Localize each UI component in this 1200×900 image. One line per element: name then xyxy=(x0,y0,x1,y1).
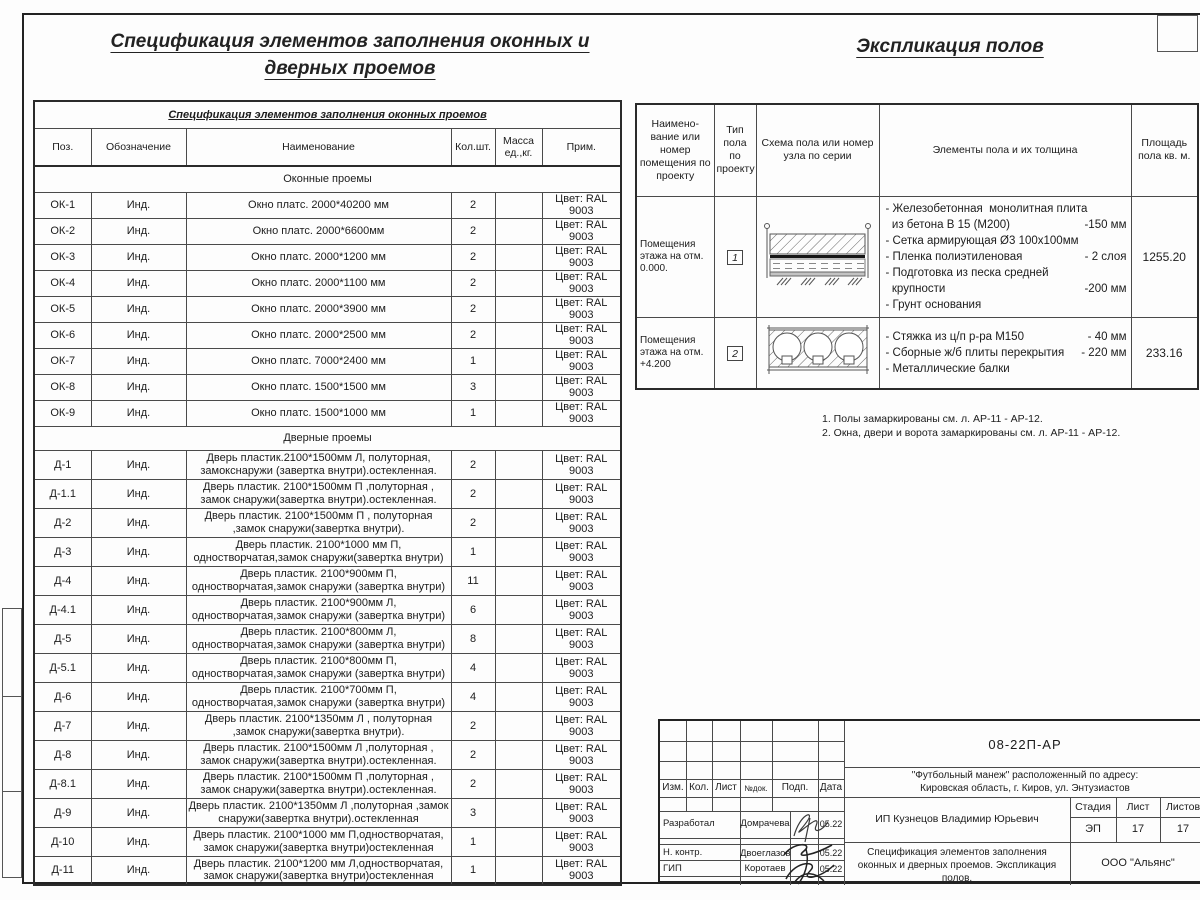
door-table-row xyxy=(34,653,621,682)
qty-cell: 4 xyxy=(451,682,495,711)
mass-cell xyxy=(495,740,542,769)
pos-cell: Д-5.1 xyxy=(34,653,91,682)
designation-cell: Инд. xyxy=(91,537,186,566)
floor-element-thickness: -200 мм xyxy=(1084,282,1127,295)
name-cell: Окно платс. 7000*2400 мм xyxy=(186,348,451,374)
floor-element-thickness xyxy=(1123,265,1127,281)
col-header-room: Наимено-вание или номер помещения по проекту xyxy=(636,104,714,196)
name-cell: Окно платс. 2000*1100 мм xyxy=(186,270,451,296)
signer-role: Н. контр. xyxy=(663,847,703,858)
note-cell: Цвет: RAL 9003 xyxy=(542,624,621,653)
pos-cell: Д-4 xyxy=(34,566,91,595)
note-cell: Цвет: RAL 9003 xyxy=(542,682,621,711)
signer-role: Разработал xyxy=(663,818,715,829)
door-table-row xyxy=(34,769,621,798)
name-cell: Окно платс. 1500*1500 мм xyxy=(186,374,451,400)
qty-cell: 2 xyxy=(451,450,495,479)
frame-top-line xyxy=(22,13,1200,15)
section-row-windows xyxy=(34,166,621,192)
mass-cell xyxy=(495,296,542,322)
mass-cell xyxy=(495,450,542,479)
designation-cell: Инд. xyxy=(91,769,186,798)
name-cell: Окно платс. 2000*6600мм xyxy=(186,218,451,244)
floor-row-2 xyxy=(636,317,1198,389)
note-line: 1. Полы замаркированы см. л. АР-11 - АР-12. xyxy=(822,413,1043,425)
designation-cell: Инд. xyxy=(91,682,186,711)
stamp-line xyxy=(844,842,1200,843)
stamp-line xyxy=(1070,817,1200,818)
signer-date: 05.22 xyxy=(819,848,843,858)
page-title-left-line2: дверных проемов xyxy=(264,58,436,79)
margin-cell-divider xyxy=(3,791,21,792)
floor-element-text: - Стяжка из ц/п р-ра М150 xyxy=(885,330,1024,343)
stamp-col-data: Дата xyxy=(819,782,843,793)
pos-cell: Д-2 xyxy=(34,508,91,537)
qty-cell: 1 xyxy=(451,537,495,566)
designation-cell: Инд. xyxy=(91,218,186,244)
designation-cell: Инд. xyxy=(91,595,186,624)
floor-element-thickness: -150 мм xyxy=(1084,218,1127,231)
stamp-line xyxy=(660,797,844,798)
pos-cell: ОК-2 xyxy=(34,218,91,244)
floor-element-text: крупности xyxy=(885,282,946,295)
name-cell: Дверь пластик. 2100*800мм П, одностворчатая,замок снаружи (завертка внутри) xyxy=(186,653,451,682)
window-table-row xyxy=(34,192,621,218)
note-cell: Цвет: RAL 9003 xyxy=(542,537,621,566)
spec-table-header-row xyxy=(34,128,621,166)
floor-element-text: - Железобетонная монолитная плита xyxy=(885,202,1088,215)
page-title-right: Экспликация полов xyxy=(856,36,1044,57)
floor-area-cell: 233.16 xyxy=(1131,317,1198,389)
floor-schema-1-diagram xyxy=(760,221,875,287)
floor-element-thickness xyxy=(1123,233,1127,249)
stamp-line xyxy=(660,779,844,780)
mass-cell xyxy=(495,192,542,218)
mass-cell xyxy=(495,508,542,537)
mass-cell xyxy=(495,711,542,740)
note-cell: Цвет: RAL 9003 xyxy=(542,322,621,348)
mass-cell xyxy=(495,218,542,244)
windows-doors-spec-table xyxy=(33,100,622,886)
qty-cell: 3 xyxy=(451,374,495,400)
floor-element-line xyxy=(886,249,1127,265)
pos-cell: ОК-4 xyxy=(34,270,91,296)
spec-table-title-row xyxy=(34,101,621,128)
col-header-floor-type: Тип пола по проекту xyxy=(714,104,756,196)
pos-cell: Д-11 xyxy=(34,856,91,885)
door-table-row xyxy=(34,624,621,653)
pos-cell: Д-9 xyxy=(34,798,91,827)
section-label-windows: Оконные проемы xyxy=(34,166,621,192)
signer-name: Двоеглазов xyxy=(740,848,791,859)
note-cell: Цвет: RAL 9003 xyxy=(542,450,621,479)
name-cell: Окно платс. 2000*1200 мм xyxy=(186,244,451,270)
floor-element-text: - Сетка армирующая Ø3 100х100мм xyxy=(885,234,1079,247)
col-header-floor-schema: Схема пола или номер узла по серии xyxy=(756,104,879,196)
mass-cell xyxy=(495,769,542,798)
window-table-row xyxy=(34,218,621,244)
mass-cell xyxy=(495,566,542,595)
mass-cell xyxy=(495,798,542,827)
floor-element-line xyxy=(886,217,1127,233)
organization-name: ООО "Альянс" xyxy=(1101,857,1175,869)
mass-cell xyxy=(495,653,542,682)
pos-cell: ОК-5 xyxy=(34,296,91,322)
margin-cell-divider xyxy=(3,696,21,697)
name-cell: Окно платс. 2000*40200 мм xyxy=(186,192,451,218)
mass-cell xyxy=(495,374,542,400)
designation-cell: Инд. xyxy=(91,711,186,740)
qty-cell: 2 xyxy=(451,479,495,508)
mass-cell xyxy=(495,856,542,885)
floor-element-text: - Сборные ж/б плиты перекрытия xyxy=(885,346,1065,359)
mass-cell xyxy=(495,624,542,653)
note-cell: Цвет: RAL 9003 xyxy=(542,798,621,827)
qty-cell: 2 xyxy=(451,322,495,348)
designation-cell: Инд. xyxy=(91,322,186,348)
floor-element-text: - Грунт основания xyxy=(885,298,982,311)
pos-cell: Д-1 xyxy=(34,450,91,479)
floor-element-line xyxy=(886,361,1127,377)
name-cell: Дверь пластик. 2100*1500мм Л ,полуторная , замок снаружи(завертка внутри).остекленная. xyxy=(186,740,451,769)
col-header-qty: Кол.шт. xyxy=(451,128,495,166)
qty-cell: 11 xyxy=(451,566,495,595)
mass-cell xyxy=(495,270,542,296)
floor-schema-cell xyxy=(756,317,879,389)
spec-table-title: Спецификация элементов заполнения оконных проемов xyxy=(34,101,621,128)
note-cell: Цвет: RAL 9003 xyxy=(542,769,621,798)
note-cell: Цвет: RAL 9003 xyxy=(542,856,621,885)
window-table-row xyxy=(34,374,621,400)
window-table-row xyxy=(34,400,621,426)
window-table-row xyxy=(34,270,621,296)
sheet-title: Спецификация элементов заполнения оконных и дверных проемов. Экспликация полов. xyxy=(857,847,1057,884)
notes-block xyxy=(822,412,1200,440)
qty-cell: 2 xyxy=(451,769,495,798)
note-cell: Цвет: RAL 9003 xyxy=(542,400,621,426)
note-cell: Цвет: RAL 9003 xyxy=(542,296,621,322)
floor-element-line xyxy=(886,265,1127,281)
pos-cell: ОК-3 xyxy=(34,244,91,270)
stamp-line xyxy=(660,741,844,742)
note-cell: Цвет: RAL 9003 xyxy=(542,566,621,595)
designation-cell: Инд. xyxy=(91,374,186,400)
door-table-row xyxy=(34,856,621,885)
door-table-row xyxy=(34,682,621,711)
designation-cell: Инд. xyxy=(91,244,186,270)
page-title-left-line1: Спецификация элементов заполнения оконных и xyxy=(110,31,590,52)
note-cell: Цвет: RAL 9003 xyxy=(542,218,621,244)
signer-date: 05.22 xyxy=(819,864,843,874)
note-cell: Цвет: RAL 9003 xyxy=(542,348,621,374)
pos-cell: Д-6 xyxy=(34,682,91,711)
designation-cell: Инд. xyxy=(91,798,186,827)
name-cell: Дверь пластик. 2100*1200 мм Л,одностворчатая, замок снаружи(завертка внутри)остекленная xyxy=(186,856,451,885)
floor-type-box: 1 xyxy=(727,250,743,265)
note-cell: Цвет: RAL 9003 xyxy=(542,479,621,508)
floor-type-box: 2 xyxy=(727,346,743,361)
sheet-header: Лист xyxy=(1126,801,1150,813)
signer-date: 05.22 xyxy=(819,819,843,829)
floor-element-thickness: - 40 мм xyxy=(1087,330,1127,343)
stamp-col-podp: Подп. xyxy=(781,782,809,793)
door-table-row xyxy=(34,566,621,595)
floor-row-1 xyxy=(636,196,1198,317)
page-title-left xyxy=(90,28,610,82)
corner-stamp-box xyxy=(1157,15,1198,52)
qty-cell: 1 xyxy=(451,400,495,426)
floor-area-cell: 1255.20 xyxy=(1131,196,1198,317)
door-table-row xyxy=(34,479,621,508)
pos-cell: ОК-8 xyxy=(34,374,91,400)
floor-element-thickness: - 220 мм xyxy=(1081,346,1127,359)
designation-cell: Инд. xyxy=(91,270,186,296)
note-cell: Цвет: RAL 9003 xyxy=(542,711,621,740)
qty-cell: 1 xyxy=(451,856,495,885)
note-line: 2. Окна, двери и ворота замаркированы см. л. АР-11 - АР-12. xyxy=(822,427,1121,439)
designation-cell: Инд. xyxy=(91,740,186,769)
note-cell: Цвет: RAL 9003 xyxy=(542,374,621,400)
designation-cell: Инд. xyxy=(91,508,186,537)
col-header-floor-area: Площадь пола кв. м. xyxy=(1131,104,1198,196)
mass-cell xyxy=(495,400,542,426)
project-object xyxy=(844,770,1200,795)
designation-cell: Инд. xyxy=(91,566,186,595)
name-cell: Дверь пластик. 2100*1500мм П ,полуторная , замок снаружи(завертка внутри).остекленная. xyxy=(186,769,451,798)
designation-cell: Инд. xyxy=(91,479,186,508)
mass-cell xyxy=(495,595,542,624)
designation-cell: Инд. xyxy=(91,296,186,322)
signer-name: Домрачева xyxy=(740,818,790,829)
qty-cell: 6 xyxy=(451,595,495,624)
mass-cell xyxy=(495,827,542,856)
name-cell: Дверь пластик. 2100*1000 мм П,одностворчатая, замок снаружи(завертка внутри)остекленная xyxy=(186,827,451,856)
door-table-row xyxy=(34,508,621,537)
pos-cell: Д-8 xyxy=(34,740,91,769)
name-cell: Дверь пластик. 2100*1500мм П ,полуторная , замок снаружи(завертка внутри).остекленная. xyxy=(186,479,451,508)
frame-margin-cells xyxy=(2,608,22,878)
floor-element-thickness xyxy=(1123,361,1127,377)
designation-cell: Инд. xyxy=(91,624,186,653)
designation-cell: Инд. xyxy=(91,653,186,682)
name-cell: Дверь пластик.2100*1500мм Л, полуторная, замокснаружи (завертка внутри).остекленная. xyxy=(186,450,451,479)
door-table-row xyxy=(34,537,621,566)
mass-cell xyxy=(495,682,542,711)
col-header-designation: Обозначение xyxy=(91,128,186,166)
pos-cell: ОК-1 xyxy=(34,192,91,218)
pos-cell: Д-7 xyxy=(34,711,91,740)
qty-cell: 2 xyxy=(451,740,495,769)
pos-cell: Д-8.1 xyxy=(34,769,91,798)
note-cell: Цвет: RAL 9003 xyxy=(542,192,621,218)
signer-role: ГИП xyxy=(663,863,682,874)
mass-cell xyxy=(495,479,542,508)
signer-name: Коротаев xyxy=(744,863,786,874)
floor-element-line xyxy=(886,233,1127,249)
qty-cell: 1 xyxy=(451,827,495,856)
floor-element-text: - Пленка полиэтиленовая xyxy=(885,250,1023,263)
note-cell: Цвет: RAL 9003 xyxy=(542,508,621,537)
col-header-name: Наименование xyxy=(186,128,451,166)
window-table-row xyxy=(34,244,621,270)
designation-cell: Инд. xyxy=(91,827,186,856)
note-cell: Цвет: RAL 9003 xyxy=(542,653,621,682)
stamp-col-kol: Кол. xyxy=(689,782,709,793)
mass-cell xyxy=(495,322,542,348)
door-table-row xyxy=(34,827,621,856)
window-table-row xyxy=(34,296,621,322)
stamp-line xyxy=(844,797,1200,798)
door-table-row xyxy=(34,798,621,827)
room-cell: Помещения этажа на отм. 0.000. xyxy=(636,196,714,317)
designation-cell: Инд. xyxy=(91,348,186,374)
document-code: 08-22П-АР xyxy=(988,737,1062,752)
title-block xyxy=(658,719,1200,883)
designation-cell: Инд. xyxy=(91,856,186,885)
qty-cell: 1 xyxy=(451,348,495,374)
mass-cell xyxy=(495,537,542,566)
floor-element-thickness: - 2 слоя xyxy=(1084,250,1127,263)
note-cell: Цвет: RAL 9003 xyxy=(542,827,621,856)
qty-cell: 3 xyxy=(451,798,495,827)
mass-cell xyxy=(495,348,542,374)
col-header-floor-elements: Элементы пола и их толщина xyxy=(879,104,1131,196)
name-cell: Окно платс. 1500*1000 мм xyxy=(186,400,451,426)
stamp-col-izm: Изм. xyxy=(662,782,684,793)
name-cell: Дверь пластик. 2100*1500мм П , полуторная ,замок снаружи(завертка внутри). xyxy=(186,508,451,537)
pos-cell: Д-3 xyxy=(34,537,91,566)
door-table-row xyxy=(34,450,621,479)
note-cell: Цвет: RAL 9003 xyxy=(542,244,621,270)
name-cell: Дверь пластик. 2100*1000 мм П, одностворчатая,замок снаружи(завертка внутри) xyxy=(186,537,451,566)
sheets-total: 17 xyxy=(1176,823,1190,835)
qty-cell: 2 xyxy=(451,508,495,537)
stamp-line xyxy=(660,761,844,762)
qty-cell: 2 xyxy=(451,296,495,322)
floors-explication-table xyxy=(635,103,1199,390)
floor-elements-cell xyxy=(879,317,1131,389)
designation-cell: Инд. xyxy=(91,400,186,426)
designation-cell: Инд. xyxy=(91,450,186,479)
sheet-number: 17 xyxy=(1131,823,1145,835)
stamp-col-ndok: №док. xyxy=(744,784,768,793)
sheets-total-header: Листов xyxy=(1165,801,1200,813)
floor-type-cell xyxy=(714,317,756,389)
floor-schema-cell xyxy=(756,196,879,317)
project-object-line2: Кировская область, г. Киров, ул. Энтузиастов xyxy=(920,782,1130,794)
door-table-row xyxy=(34,711,621,740)
door-table-row xyxy=(34,740,621,769)
qty-cell: 8 xyxy=(451,624,495,653)
signature-control-gip-icon xyxy=(780,839,838,885)
qty-cell: 4 xyxy=(451,653,495,682)
qty-cell: 2 xyxy=(451,244,495,270)
name-cell: Дверь пластик. 2100*700мм П, одностворчатая,замок снаружи (завертка внутри) xyxy=(186,682,451,711)
floor-element-text: - Подготовка из песка средней xyxy=(885,266,1049,279)
window-table-row xyxy=(34,348,621,374)
qty-cell: 2 xyxy=(451,270,495,296)
section-row-doors xyxy=(34,426,621,450)
name-cell: Дверь пластик. 2100*900мм Л, одностворчатая,замок снаружи (завертка внутри) xyxy=(186,595,451,624)
pos-cell: ОК-6 xyxy=(34,322,91,348)
qty-cell: 2 xyxy=(451,218,495,244)
name-cell: Дверь пластик. 2100*800мм Л, одностворчатая,замок снаружи (завертка внутри) xyxy=(186,624,451,653)
floor-element-line xyxy=(886,345,1127,361)
door-table-row xyxy=(34,595,621,624)
floor-schema-2-diagram xyxy=(762,323,874,377)
name-cell: Дверь пластик. 2100*1350мм Л ,полуторная ,замок снаружи(завертка внутри).остекленная xyxy=(186,798,451,827)
room-cell: Помещения этажа на отм. +4.200 xyxy=(636,317,714,389)
qty-cell: 2 xyxy=(451,192,495,218)
project-object-line1: "Футбольный манеж" расположенный по адресу: xyxy=(911,770,1139,781)
name-cell: Дверь пластик. 2100*1350мм Л , полуторная ,замок снаружи(завертка внутри). xyxy=(186,711,451,740)
floor-element-text: из бетона В 15 (М200) xyxy=(885,218,1011,231)
floor-element-thickness xyxy=(1123,297,1127,313)
stamp-col-list: Лист xyxy=(715,782,737,793)
col-header-pos: Поз. xyxy=(34,128,91,166)
floor-element-line xyxy=(886,329,1127,345)
floor-elements-cell xyxy=(879,196,1131,317)
note-cell: Цвет: RAL 9003 xyxy=(542,595,621,624)
customer-name: ИП Кузнецов Владимир Юрьевич xyxy=(875,813,1039,825)
col-header-note: Прим. xyxy=(542,128,621,166)
floor-element-line xyxy=(886,281,1127,297)
floor-element-text: - Металлические балки xyxy=(885,362,1010,375)
note-cell: Цвет: RAL 9003 xyxy=(542,270,621,296)
col-header-mass: Масса ед.,кг. xyxy=(495,128,542,166)
designation-cell: Инд. xyxy=(91,192,186,218)
stage-header: Стадия xyxy=(1075,801,1111,813)
pos-cell: Д-10 xyxy=(34,827,91,856)
name-cell: Окно платс. 2000*3900 мм xyxy=(186,296,451,322)
pos-cell: Д-4.1 xyxy=(34,595,91,624)
stamp-line xyxy=(844,767,1200,768)
pos-cell: Д-5 xyxy=(34,624,91,653)
stage-value: ЭП xyxy=(1085,823,1101,835)
note-cell: Цвет: RAL 9003 xyxy=(542,740,621,769)
floor-element-thickness xyxy=(1123,201,1127,217)
floor-type-cell xyxy=(714,196,756,317)
floors-header-row xyxy=(636,104,1198,196)
name-cell: Дверь пластик. 2100*900мм П, одностворчатая,замок снаружи (завертка внутри) xyxy=(186,566,451,595)
frame-left-line xyxy=(22,13,24,884)
floor-element-line xyxy=(886,297,1127,313)
pos-cell: ОК-7 xyxy=(34,348,91,374)
section-label-doors: Дверные проемы xyxy=(34,426,621,450)
floor-element-line xyxy=(886,201,1127,217)
mass-cell xyxy=(495,244,542,270)
pos-cell: ОК-9 xyxy=(34,400,91,426)
qty-cell: 2 xyxy=(451,711,495,740)
name-cell: Окно платс. 2000*2500 мм xyxy=(186,322,451,348)
pos-cell: Д-1.1 xyxy=(34,479,91,508)
window-table-row xyxy=(34,322,621,348)
